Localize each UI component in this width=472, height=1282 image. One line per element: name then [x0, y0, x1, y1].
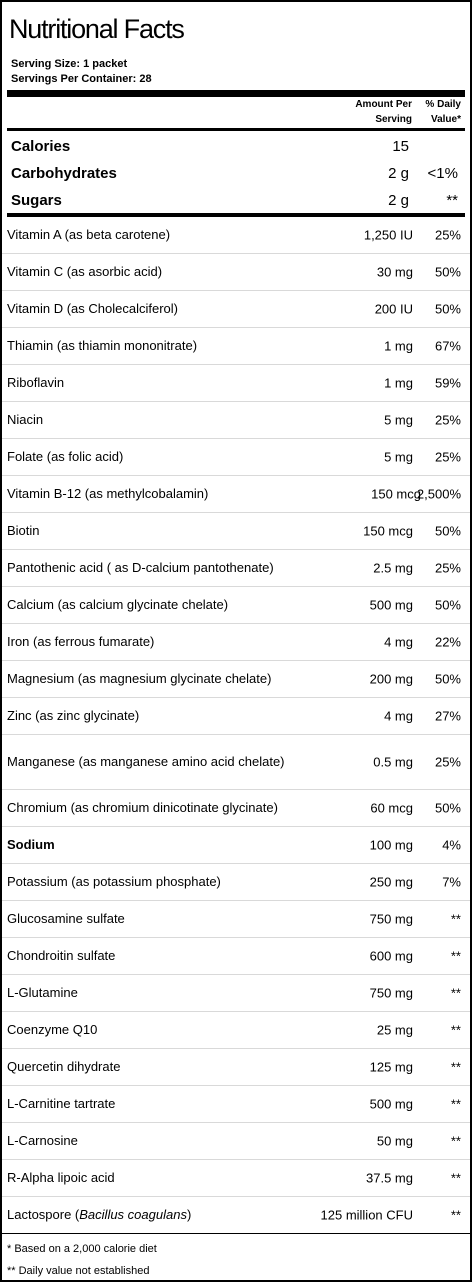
nutrient-dv: **: [450, 1170, 461, 1186]
nutrient-amount: 4 mg: [384, 708, 413, 724]
nutrient-dv: **: [450, 1059, 461, 1075]
nutrient-amount: 5 mg: [384, 412, 413, 428]
nutrient-row: [2, 901, 470, 938]
macro-amount: 15: [392, 138, 409, 155]
macro-name: Carbohydrates: [11, 165, 117, 182]
macro-row-calories: [2, 133, 470, 160]
nutrient-row: [2, 1086, 470, 1123]
nutrient-dv: **: [450, 985, 461, 1001]
footnote-dv-not-established: ** Daily value not established: [7, 1265, 150, 1277]
nutrient-row: [2, 827, 470, 864]
nutrient-dv: 25%: [434, 560, 461, 576]
nutrient-row: [2, 975, 470, 1012]
nutrient-name: Magnesium (as magnesium glycinate chelate): [7, 671, 272, 686]
nutrient-name: [7, 1206, 307, 1224]
nutrient-amount: 200 IU: [374, 301, 413, 317]
macro-row-sugars: [2, 187, 470, 214]
macro-dv: **: [446, 192, 458, 209]
nutrient-name: Zinc (as zinc glycinate): [7, 708, 140, 723]
macro-name: Calories: [11, 138, 71, 155]
nutrient-row: [2, 439, 470, 476]
nutrient-name: Chromium (as chromium dinicotinate glycinate): [7, 800, 278, 815]
nutrient-dv: **: [450, 1022, 461, 1038]
nutrient-row: [2, 254, 470, 291]
nutrient-name: Biotin: [7, 523, 40, 538]
nutrient-dv: 59%: [434, 375, 461, 391]
dv-header-line2: Value*: [430, 114, 461, 125]
nutrient-amount: 50 mg: [376, 1133, 413, 1149]
nutrient-amount: 125 million CFU: [320, 1207, 413, 1223]
nutrient-dv: 25%: [434, 449, 461, 465]
nutrient-dv: 50%: [434, 264, 461, 280]
nutrient-name: Thiamin (as thiamin mononitrate): [7, 338, 198, 353]
macro-amount: 2 g: [388, 165, 409, 182]
nutrient-name: Vitamin B-12 (as methylcobalamin): [7, 486, 209, 501]
nutrient-amount: 5 mg: [384, 449, 413, 465]
nutrient-name-suffix: ): [186, 1207, 192, 1222]
nutrient-dv: **: [450, 1096, 461, 1112]
nutrient-amount: 30 mg: [376, 264, 413, 280]
macro-row-carbohydrates: [2, 160, 470, 187]
macro-dv: <1%: [427, 165, 458, 182]
nutrient-row: [2, 938, 470, 975]
nutrient-amount: 500 mg: [369, 597, 413, 613]
nutrient-row: [2, 698, 470, 735]
nutrient-amount: 150 mcg: [371, 486, 421, 502]
nutrient-name-prefix: Lactospore (: [7, 1207, 80, 1222]
header-divider: [7, 128, 465, 131]
nutrient-name: Riboflavin: [7, 375, 65, 390]
nutrient-amount: 0.5 mg: [373, 754, 413, 770]
footnote-calorie-diet: * Based on a 2,000 calorie diet: [7, 1243, 157, 1255]
nutrient-name: Pantothenic acid ( as D-calcium pantothenate): [7, 560, 274, 575]
nutrient-name: Vitamin C (as asorbic acid): [7, 264, 163, 279]
dv-header-line1: % Daily: [425, 99, 461, 110]
nutrient-row: [2, 217, 470, 254]
nutrient-amount: 150 mcg: [363, 523, 413, 539]
footnotes: [7, 1238, 157, 1282]
nutrient-dv: 50%: [434, 597, 461, 613]
serving-size: Serving Size: 1 packet: [11, 58, 128, 70]
nutrient-name: Vitamin D (as Cholecalciferol): [7, 301, 178, 316]
nutrient-name: Chondroitin sulfate: [7, 948, 116, 963]
nutrient-dv: 22%: [434, 634, 461, 650]
nutrient-dv: 50%: [434, 671, 461, 687]
nutrient-amount: 1,250 IU: [363, 227, 413, 243]
nutrient-name: Iron (as ferrous fumarate): [7, 634, 155, 649]
nutrient-name: L-Carnosine: [7, 1133, 78, 1148]
nutrient-row: [2, 587, 470, 624]
nutrient-row: [2, 513, 470, 550]
nutrient-dv: **: [450, 948, 461, 964]
nutrient-row: [2, 624, 470, 661]
nutrient-amount: 125 mg: [369, 1059, 413, 1075]
nutrient-name: R-Alpha lipoic acid: [7, 1170, 115, 1185]
nutrient-row: [2, 1049, 470, 1086]
nutrient-name: Manganese (as manganese amino acid chelate): [7, 754, 285, 769]
amount-header-line1: Amount Per: [355, 99, 412, 110]
nutrient-dv: **: [450, 1207, 461, 1223]
nutrient-row: [2, 1123, 470, 1160]
nutrient-row: [2, 661, 470, 698]
nutrient-dv: 25%: [434, 227, 461, 243]
nutrient-row: [2, 365, 470, 402]
nutrient-name: Niacin: [7, 412, 44, 427]
nutrient-dv: 7%: [442, 874, 461, 890]
nutrient-amount: 25 mg: [376, 1022, 413, 1038]
nutrient-row: [2, 476, 470, 513]
nutrient-table: [2, 217, 470, 1234]
nutrient-row: [2, 1197, 470, 1234]
nutrient-row: [2, 864, 470, 901]
nutrient-dv: 50%: [434, 523, 461, 539]
nutrient-dv: 25%: [434, 412, 461, 428]
nutrient-row: [2, 291, 470, 328]
nutrient-name: Glucosamine sulfate: [7, 911, 125, 926]
nutrient-row: [2, 328, 470, 365]
nutrient-name: L-Glutamine: [7, 985, 78, 1000]
nutrient-name: Folate (as folic acid): [7, 449, 124, 464]
nutrient-name-italic: Bacillus coagulans: [79, 1207, 187, 1222]
nutrient-amount: 4 mg: [384, 634, 413, 650]
nutrient-amount: 750 mg: [369, 911, 413, 927]
nutrient-dv: 67%: [434, 338, 461, 354]
servings-per-container: Servings Per Container: 28: [11, 73, 152, 85]
thick-divider: [7, 90, 465, 97]
nutrient-dv: **: [450, 911, 461, 927]
nutrient-dv: 25%: [434, 754, 461, 770]
nutrient-amount: 500 mg: [369, 1096, 413, 1112]
nutrient-dv: 4%: [442, 837, 461, 853]
nutrient-amount: 600 mg: [369, 948, 413, 964]
macro-amount: 2 g: [388, 192, 409, 209]
nutrient-amount: 37.5 mg: [366, 1170, 413, 1186]
nutrient-amount: 750 mg: [369, 985, 413, 1001]
nutrient-name: Vitamin A (as beta carotene): [7, 227, 171, 242]
amount-header-line2: Serving: [375, 114, 412, 125]
nutrient-name: Coenzyme Q10: [7, 1022, 98, 1037]
nutrient-dv: 50%: [434, 800, 461, 816]
macro-name: Sugars: [11, 192, 62, 209]
nutrient-amount: 2.5 mg: [373, 560, 413, 576]
nutrient-amount: 1 mg: [384, 338, 413, 354]
nutrient-amount: 1 mg: [384, 375, 413, 391]
nutrient-name: Sodium: [7, 837, 55, 852]
nutrient-amount: 200 mg: [369, 671, 413, 687]
nutrient-amount: 60 mcg: [370, 800, 413, 816]
nutrient-row: [2, 1012, 470, 1049]
nutrient-row: [2, 550, 470, 587]
nutrient-dv: 27%: [434, 708, 461, 724]
nutrient-name: Quercetin dihydrate: [7, 1059, 121, 1074]
amount-header: [332, 97, 412, 127]
nutrient-amount: 100 mg: [369, 837, 413, 853]
nutrient-amount: 250 mg: [369, 874, 413, 890]
daily-value-header: [414, 97, 461, 127]
nutrient-dv: 2,500%: [416, 486, 461, 502]
label-title: Nutritional Facts: [9, 14, 184, 44]
nutrient-dv: **: [450, 1133, 461, 1149]
nutrient-name: L-Carnitine tartrate: [7, 1096, 116, 1111]
nutrient-name: Potassium (as potassium phosphate): [7, 874, 221, 889]
nutrient-row: [2, 790, 470, 827]
nutrient-dv: 50%: [434, 301, 461, 317]
nutrient-row: [2, 735, 470, 790]
nutrient-row: [2, 1160, 470, 1197]
nutrient-row: [2, 402, 470, 439]
nutrient-name: Calcium (as calcium glycinate chelate): [7, 597, 229, 612]
